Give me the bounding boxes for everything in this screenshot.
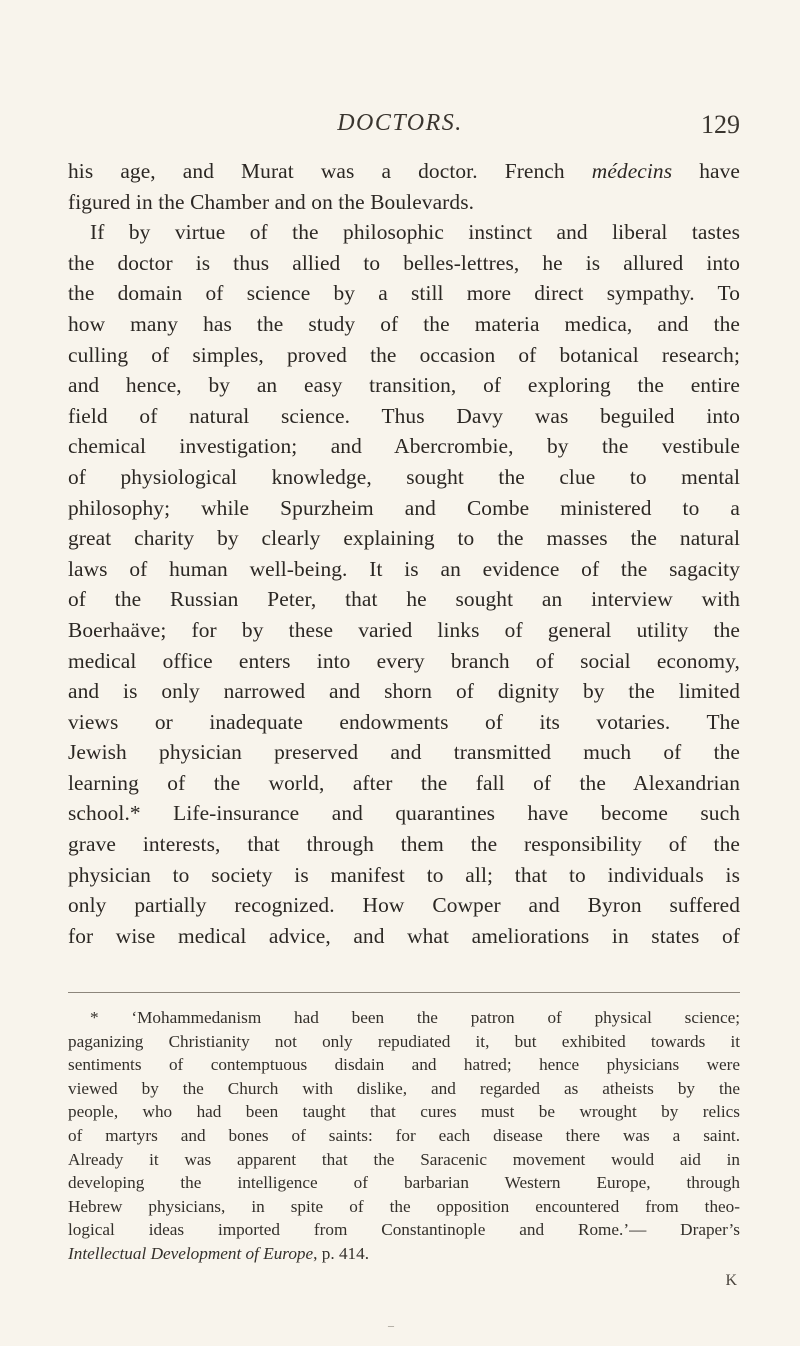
main-text — [68, 156, 740, 951]
text-line — [68, 921, 740, 952]
text-line — [68, 462, 740, 493]
text-line — [68, 187, 740, 218]
text-line — [68, 370, 740, 401]
page-number: 129 — [701, 110, 740, 139]
footnote-divider — [68, 992, 740, 993]
text-line — [68, 401, 740, 432]
footnote — [68, 1006, 740, 1266]
signature-mark: K — [725, 1272, 738, 1289]
text-line — [68, 340, 740, 371]
text-segment: of the Russian Peter, that he sought an interview with — [68, 587, 740, 612]
text-segment: medical office enters into every branch of social economy, — [68, 648, 740, 673]
text-segment: If by virtue of the philosophic instinct and liberal tastes — [90, 220, 740, 245]
text-segment: and is only narrowed and shorn of dignity by the limited — [68, 679, 740, 704]
footnote-line — [68, 1030, 740, 1054]
text-segment: his age, and Murat was a doctor. French — [68, 159, 592, 183]
text-line — [68, 768, 740, 799]
text-segment: for wise medical advice, and what ameliorations in states of — [68, 923, 740, 948]
text-line — [68, 798, 740, 829]
text-line — [68, 676, 740, 707]
text-line — [68, 523, 740, 554]
text-line — [68, 217, 740, 248]
footnote-segment: Hebrew physicians, in spite of the opposition encountered from theo- — [68, 1196, 740, 1216]
text-italic-segment: médecins — [591, 159, 673, 183]
text-line — [68, 493, 740, 524]
text-line — [68, 431, 740, 462]
footnote-line — [68, 1218, 740, 1242]
text-segment: great charity by clearly explaining to the masses the natural — [68, 526, 740, 551]
text-segment: Boerhaäve; for by these varied links of general utility the — [68, 617, 740, 642]
running-head — [0, 110, 800, 150]
text-segment: learning of the world, after the fall of the Alexandrian — [68, 770, 740, 795]
footnote-segment: , p. 414. — [313, 1243, 370, 1263]
text-segment: philosophy; while Spurzheim and Combe ministered to a — [68, 495, 740, 520]
footnote-line — [68, 1242, 740, 1266]
text-line — [68, 309, 740, 340]
text-segment: school.* Life-insurance and quarantines have become such — [68, 801, 740, 826]
text-line — [68, 278, 740, 309]
footnote-line — [68, 1006, 740, 1030]
footnote-segment: sentiments of contemptuous disdain and hatred; hence physicians were — [68, 1055, 740, 1075]
text-segment: figured in the Chamber and on the Boulevards. — [68, 189, 475, 214]
footnote-line — [68, 1171, 740, 1195]
text-segment: field of natural science. Thus Davy was beguiled into — [68, 403, 740, 428]
text-segment: only partially recognized. How Cowper and Byron suffered — [68, 893, 740, 918]
text-segment: laws of human well-being. It is an evidence of the sagacity — [68, 556, 740, 581]
text-line — [68, 584, 740, 615]
footnote-segment: people, who had been taught that cures must be wrought by relics — [68, 1102, 740, 1122]
footnote-segment: * ‘Mohammedanism had been the patron of physical science; — [90, 1008, 740, 1027]
text-line — [68, 829, 740, 860]
text-segment: grave interests, that through them the responsibility of the — [68, 832, 740, 857]
text-line — [68, 860, 740, 891]
text-segment: culling of simples, proved the occasion of botanical research; — [68, 342, 740, 367]
footnote-segment: viewed by the Church with dislike, and regarded as atheists by the — [68, 1078, 740, 1098]
text-line — [68, 890, 740, 921]
text-segment: the doctor is thus allied to belles-lettres, he is allured into — [68, 250, 740, 275]
running-title: DOCTORS. — [337, 110, 463, 136]
text-line — [68, 248, 740, 279]
text-segment: how many has the study of the materia medica, and the — [68, 311, 740, 336]
text-line — [68, 156, 740, 187]
text-segment: chemical investigation; and Abercrombie, by the vestibule — [68, 434, 740, 459]
footnote-segment: developing the intelligence of barbarian Western Europe, through — [68, 1173, 740, 1193]
footnote-line — [68, 1124, 740, 1148]
text-segment: physician to society is manifest to all; that to individuals is — [68, 862, 740, 887]
footnote-segment: Already it was apparent that the Saracenic movement would aid in — [68, 1149, 740, 1169]
text-segment: have — [672, 159, 740, 183]
text-segment: and hence, by an easy transition, of exploring the entire — [68, 373, 740, 398]
text-line — [68, 554, 740, 585]
footnote-line — [68, 1195, 740, 1219]
bottom-mark: – — [388, 1318, 394, 1332]
text-segment: views or inadequate endowments of its votaries. The — [68, 709, 740, 734]
text-line — [68, 707, 740, 738]
text-segment: of physiological knowledge, sought the clue to mental — [68, 464, 740, 489]
footnote-italic-segment: Intellectual Development of Europe — [68, 1243, 314, 1263]
footnote-line — [68, 1100, 740, 1124]
footnote-line — [68, 1077, 740, 1101]
text-line — [68, 646, 740, 677]
text-line — [68, 615, 740, 646]
footnote-segment: logical ideas imported from Constantinople and Rome.’— Draper’s — [68, 1220, 740, 1240]
footnote-segment: of martyrs and bones of saints: for each disease there was a saint. — [68, 1125, 740, 1145]
text-segment: the domain of science by a still more direct sympathy. To — [68, 281, 740, 306]
text-segment: Jewish physician preserved and transmitted much of the — [68, 740, 740, 765]
footnote-line — [68, 1148, 740, 1172]
footnote-line — [68, 1053, 740, 1077]
footnote-segment: paganizing Christianity not only repudiated it, but exhibited towards it — [68, 1031, 740, 1051]
text-line — [68, 737, 740, 768]
